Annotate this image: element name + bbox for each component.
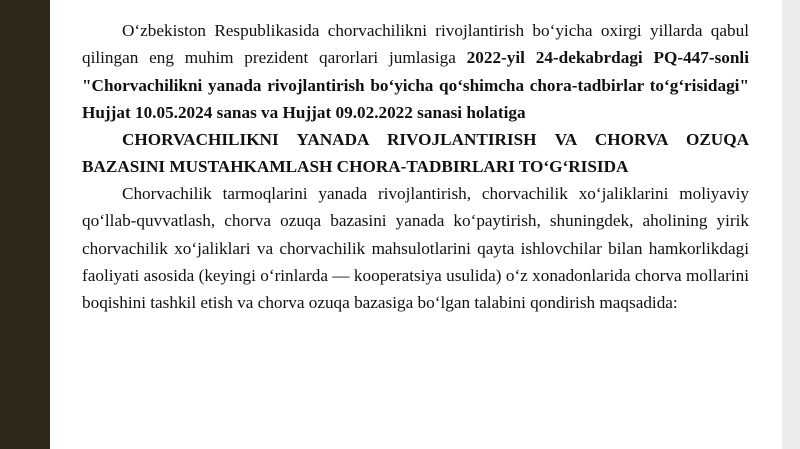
intro-paragraph: [82, 17, 749, 126]
left-curve-shape: [0, 0, 50, 449]
document-heading: CHORVACHILIKNI YANADA RIVOJLANTIRISH VA CHORVA OZUQA BAZASINI MUSTAHKAMLASH CHORA-TADBIRLARI TO‘G‘RISIDA: [82, 130, 749, 177]
right-edge-strip: [782, 0, 800, 449]
document-content: [82, 17, 749, 317]
intro-bold-reference: 2022-yil 24-dekabrdagi PQ-447-sonli "Chorvachilikni yanada rivojlantirish bo‘yicha qo‘shimcha chora-tadbirlar to‘g‘risidagi" Hujjat 10.05.2024 sanas va Hujjat 09.02.2022 sanasi holatiga: [82, 48, 749, 122]
body-paragraph: Chorvachilik tarmoqlarini yanada rivojlantirish, chorvachilik xo‘jaliklarini moliyaviy qo‘llab-quvvatlash, chorva ozuqa bazasini yanada ko‘paytirish, shuningdek, aholining yirik chorvachilik xo‘jaliklari va chorvachilik mahsulotlarini qayta ishlovchilar bilan hamkorlikdagi faoliyati asosida (keyingi o‘rinlarda — kooperatsiya usulida) o‘z xonadonlarida chorva mollarini boqishini tashkil etish va chorva ozuqa bazasiga bo‘lgan talabini qondirish maqsadida:: [82, 184, 749, 313]
intro-text: O‘zbekiston Respublikasida chorvachilikni rivojlantirish bo‘yicha oxirgi yillarda qabul qilingan eng muhim prezident qarorlari jumlasiga: [82, 21, 749, 68]
